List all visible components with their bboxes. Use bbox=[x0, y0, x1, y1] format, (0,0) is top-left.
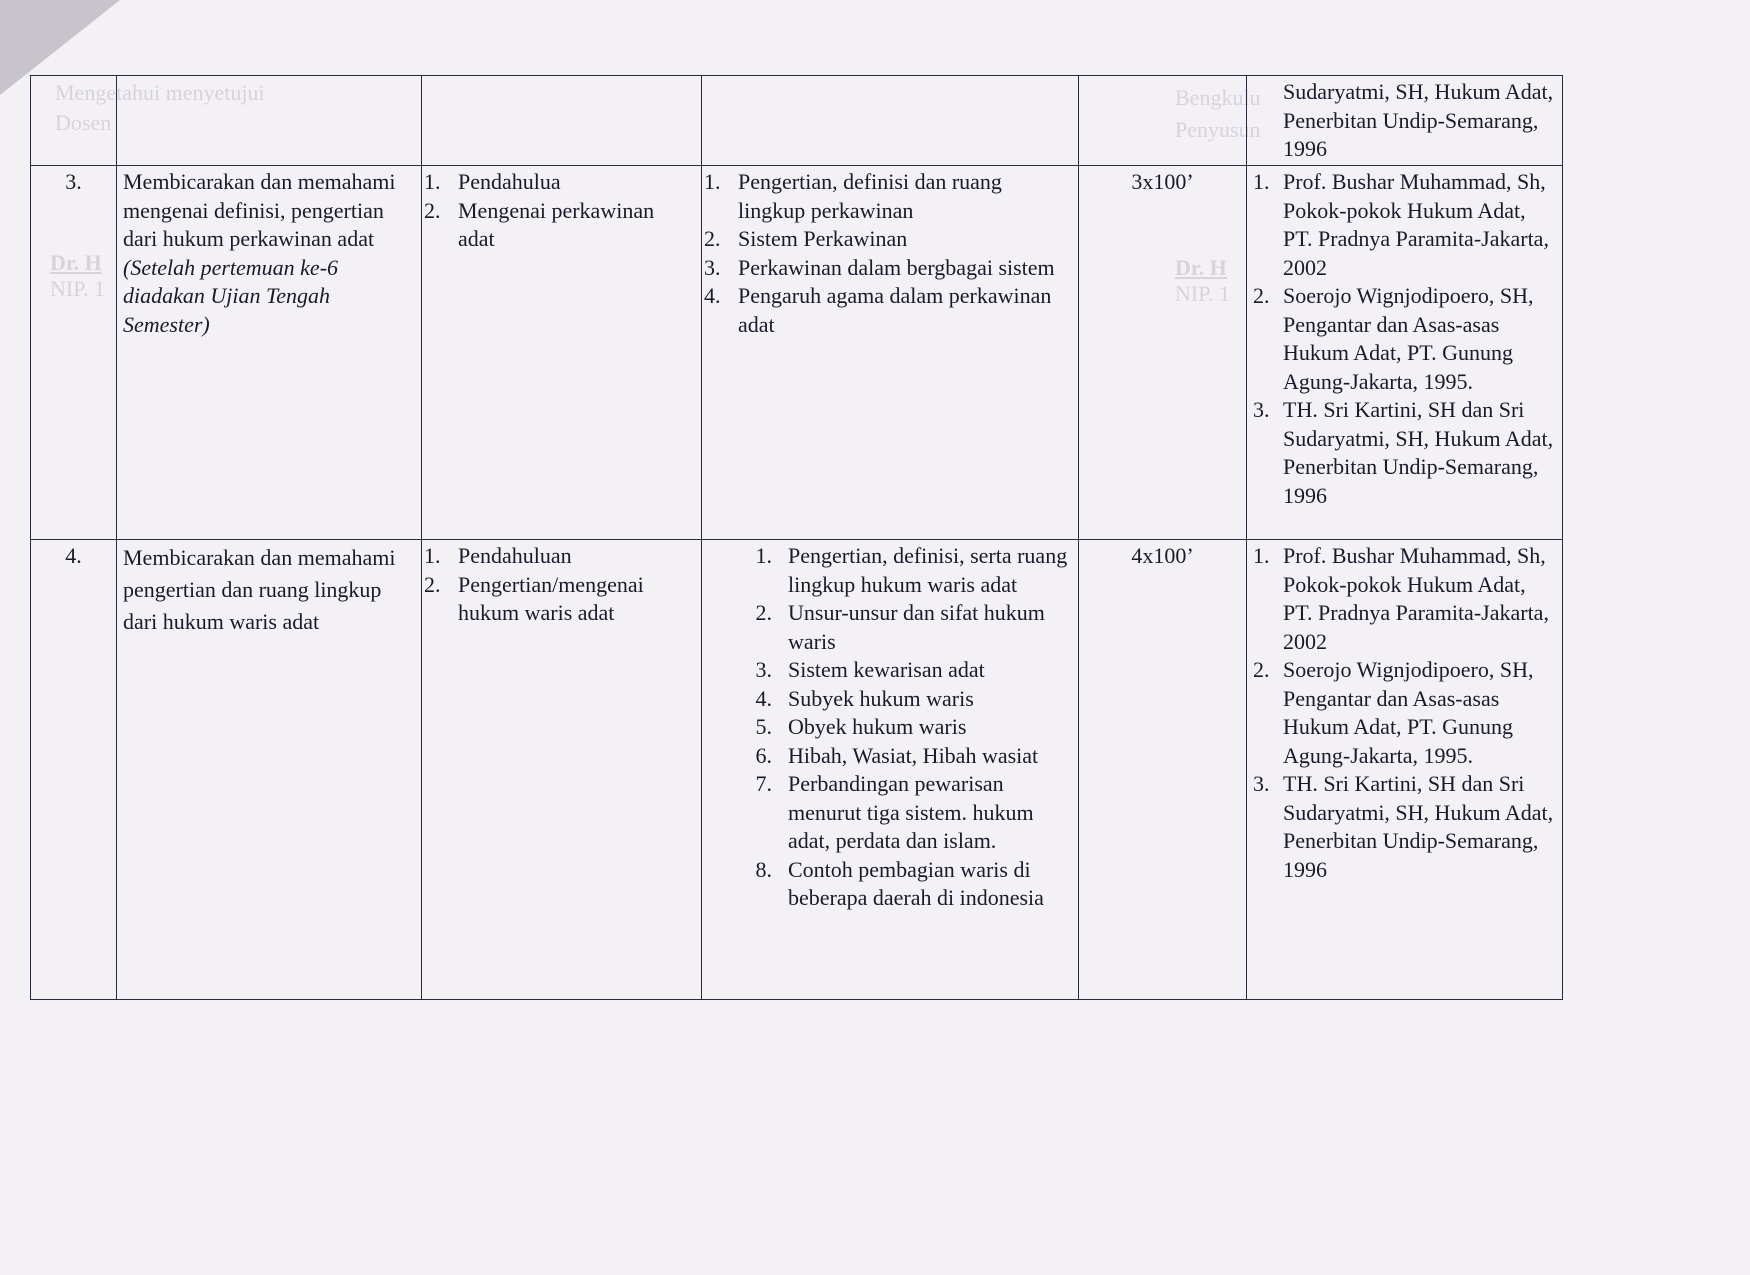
cell-references bbox=[1247, 166, 1563, 540]
bleed-text-right-name: Dr. H bbox=[1175, 255, 1227, 280]
cell-number bbox=[31, 76, 117, 166]
table-row-4 bbox=[31, 540, 1563, 1000]
bleed-text-left-nip: NIP. 1 bbox=[50, 276, 106, 301]
subtopic-list bbox=[704, 168, 1072, 339]
bleed-text-right-nip: NIP. 1 bbox=[1175, 281, 1231, 306]
list-item: 1. Pengertian, definisi dan ruang lingkup perkawinan bbox=[704, 169, 1002, 223]
list-item: 4. Subyek hukum waris bbox=[755, 685, 974, 711]
cell-topics bbox=[422, 540, 702, 1000]
objective-text: Membicarakan dan memahami pengertian dan ruang lingkup dari hukum waris adat bbox=[123, 545, 396, 634]
list-item: 4. Pengaruh agama dalam perkawinan adat bbox=[704, 283, 1052, 337]
list-item: 1. Prof. Bushar Muhammad, Sh, Pokok-pokok Hukum Adat, PT. Pradnya Paramita-Jakarta, 2002 bbox=[1253, 169, 1549, 280]
topic-list bbox=[424, 168, 695, 254]
cell-subtopics bbox=[702, 540, 1079, 1000]
list-item: 6. Hibah, Wasiat, Hibah wasiat bbox=[755, 742, 1039, 768]
objective-text: Membicarakan dan memahami mengenai definisi, pengertian dari hukum perkawinan adat bbox=[123, 169, 396, 251]
reference-tail: Sudaryatmi, SH, Hukum Adat, Penerbitan Undip-Semarang, 1996 bbox=[1283, 79, 1554, 161]
list-item: 1. Pengertian, definisi, serta ruang lingkup hukum waris adat bbox=[755, 543, 1068, 597]
list-item: 1. Pendahuluan bbox=[424, 543, 572, 568]
list-item: 5. Obyek hukum waris bbox=[755, 714, 967, 739]
reference-list bbox=[1253, 168, 1556, 510]
cell-topics bbox=[422, 166, 702, 540]
reference-list bbox=[1253, 542, 1556, 884]
list-item: 1. Pendahulua bbox=[424, 169, 561, 194]
list-item: 3. Sistem kewarisan adat bbox=[755, 657, 985, 682]
row-number: 4. bbox=[31, 540, 117, 1000]
time-allocation: 4x100’ bbox=[1079, 540, 1247, 1000]
list-item: 2. Pengertian/mengenai hukum waris adat bbox=[424, 571, 644, 625]
cell-references bbox=[1247, 540, 1563, 1000]
lecture-plan-table bbox=[30, 75, 1563, 1000]
list-item: 1. Prof. Bushar Muhammad, Sh, Pokok-pokok Hukum Adat, PT. Pradnya Paramita-Jakarta, 2002 bbox=[1253, 543, 1549, 654]
subtopic-list bbox=[708, 542, 1072, 913]
cell-subtopics bbox=[702, 166, 1079, 540]
list-item: 7. Perbandingan pewarisan menurut tiga sistem. hukum adat, perdata dan islam. bbox=[755, 771, 1034, 853]
bleed-text-left-top: Mengetahui menyetujui bbox=[55, 80, 265, 105]
cell-topics bbox=[422, 76, 702, 166]
list-item: 2. Sistem Perkawinan bbox=[704, 226, 908, 251]
table-row-continuation bbox=[31, 76, 1563, 166]
list-item: 2. Unsur-unsur dan sifat hukum waris bbox=[755, 600, 1045, 654]
objective-note: (Setelah pertemuan ke-6 diadakan Ujian Tengah Semester) bbox=[123, 254, 339, 337]
bleed-text-right-top: Bengkulu bbox=[1175, 85, 1261, 110]
cell-objective bbox=[117, 76, 422, 166]
cell-subtopics bbox=[702, 76, 1079, 166]
list-item: 3. TH. Sri Kartini, SH dan Sri Sudaryatmi, SH, Hukum Adat, Penerbitan Undip-Semarang, 1996 bbox=[1253, 397, 1554, 508]
list-item: 8. Contoh pembagian waris di beberapa daerah di indonesia bbox=[755, 856, 1044, 910]
bleed-text-left-mid: Dosen bbox=[55, 110, 112, 135]
list-item: 2. Soerojo Wignjodipoero, SH, Pengantar dan Asas-asas Hukum Adat, PT. Gunung Agung-Jakarta, 1995. bbox=[1253, 657, 1534, 768]
list-item: 3. Perkawinan dalam bergbagai sistem bbox=[704, 254, 1055, 280]
time-allocation: 3x100’ bbox=[1079, 166, 1247, 540]
cell-time bbox=[1079, 76, 1247, 166]
cell-references bbox=[1247, 76, 1563, 166]
bleed-text-right-mid: Penyusun bbox=[1175, 117, 1261, 142]
topic-list bbox=[424, 542, 695, 628]
list-item: 3. TH. Sri Kartini, SH dan Sri Sudaryatmi, SH, Hukum Adat, Penerbitan Undip-Semarang, 1996 bbox=[1253, 771, 1554, 882]
bleed-text-left-name: Dr. H bbox=[50, 250, 102, 275]
table-row-3 bbox=[31, 166, 1563, 540]
row-number: 3. bbox=[31, 166, 117, 540]
list-item: 2. Mengenai perkawinan adat bbox=[424, 197, 655, 251]
cell-objective bbox=[117, 166, 422, 540]
cell-objective bbox=[117, 540, 422, 1000]
list-item: 2. Soerojo Wignjodipoero, SH, Pengantar dan Asas-asas Hukum Adat, PT. Gunung Agung-Jakarta, 1995. bbox=[1253, 283, 1534, 394]
